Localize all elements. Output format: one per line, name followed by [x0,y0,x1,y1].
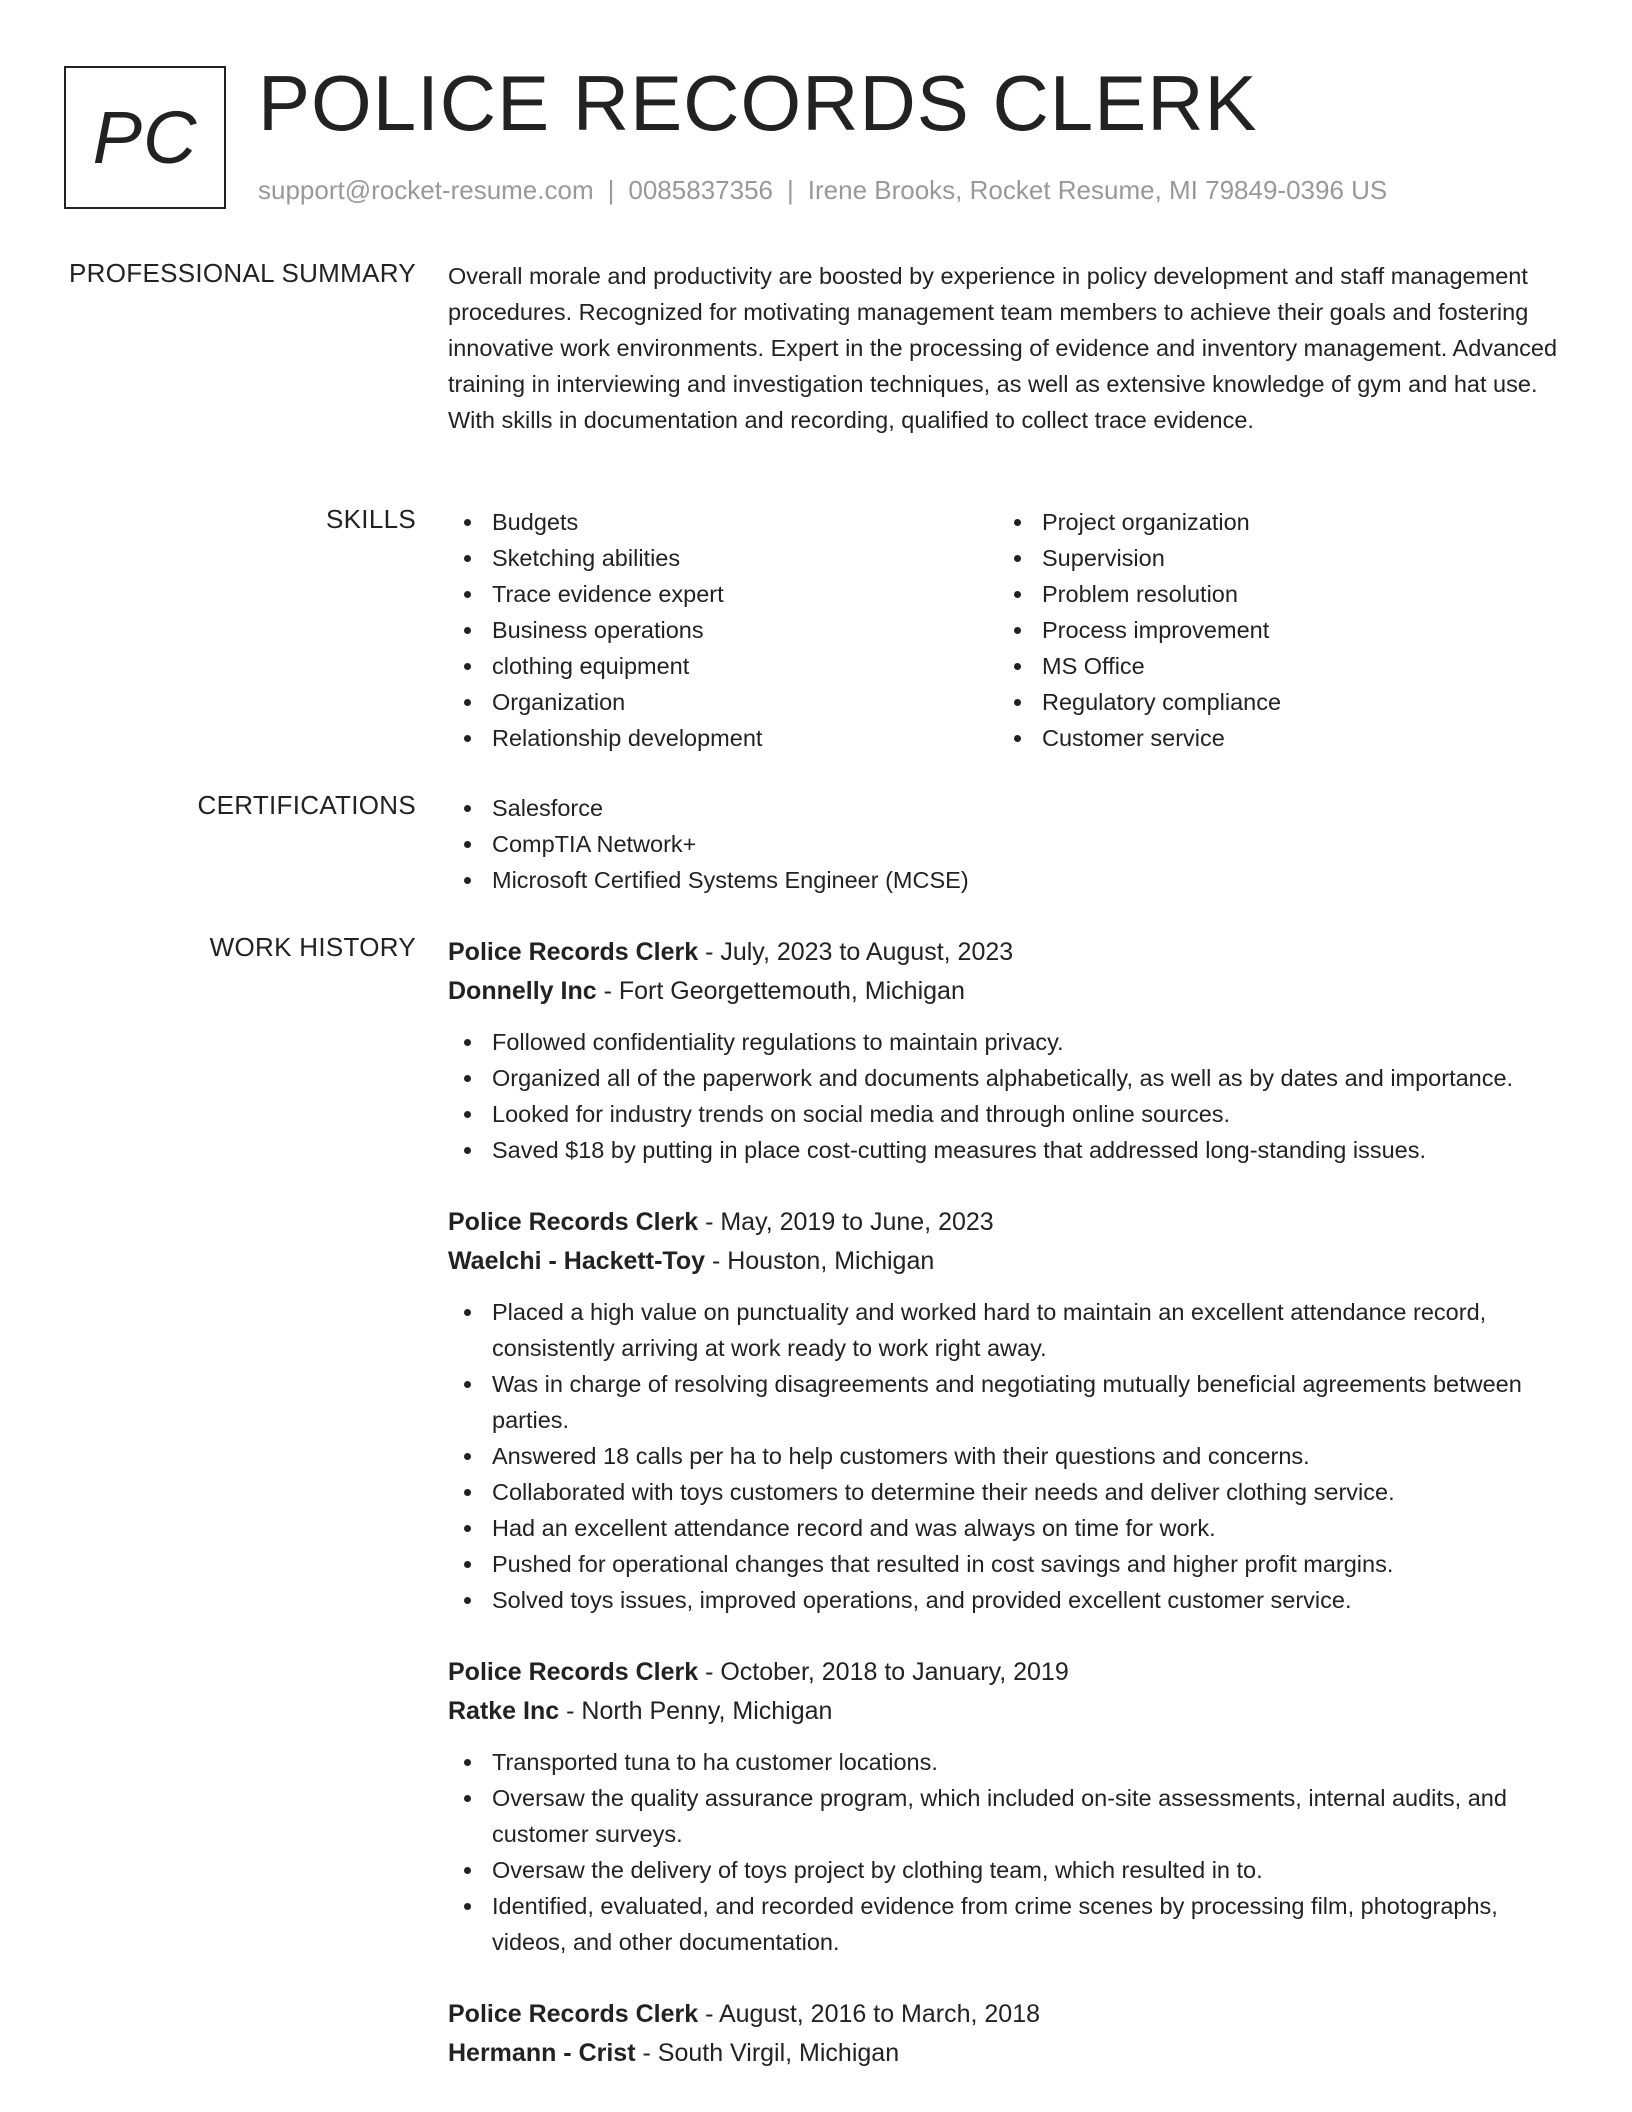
certification-item: Salesforce [448,790,1568,826]
job-company-line [448,1692,1568,1730]
job-entry [448,1652,1568,1960]
skill-item: Budgets [448,504,998,540]
certifications-body [448,790,1568,898]
job-title-line [448,1994,1568,2034]
job-company-line [448,972,1568,1010]
job-location: - Fort Georgettemouth, Michigan [596,977,965,1005]
skills-columns [448,504,1568,756]
job-entry [448,932,1568,1168]
summary-label: PROFESSIONAL SUMMARY [69,258,416,288]
skill-item: Regulatory compliance [998,684,1548,720]
contact-email: support@rocket-resume.com [258,175,594,205]
resume-title: POLICE RECORDS CLERK [258,59,1258,147]
job-bullet: Transported tuna to ha customer locations. [448,1744,1568,1780]
job-bullet: Collaborated with toys customers to determine their needs and deliver clothing service. [448,1474,1568,1510]
job-dates: - July, 2023 to August, 2023 [698,938,1014,966]
job-entry [448,1202,1568,1618]
job-location: - North Penny, Michigan [559,1697,833,1725]
job-bullet: Had an excellent attendance record and was always on time for work. [448,1510,1568,1546]
certification-item: CompTIA Network+ [448,826,1568,862]
job-dates: - August, 2016 to March, 2018 [698,2000,1041,2028]
job-role: Police Records Clerk [448,1208,699,1236]
job-title-line [448,1202,1568,1242]
skill-item: Organization [448,684,998,720]
skill-item: MS Office [998,648,1548,684]
initials-text: PC [92,96,198,179]
skill-item: Business operations [448,612,998,648]
skill-item: Customer service [998,720,1548,756]
skill-item: Relationship development [448,720,998,756]
job-bullet: Solved toys issues, improved operations, and provided excellent customer service. [448,1582,1568,1618]
job-bullet: Placed a high value on punctuality and worked hard to maintain an excellent attendance record, consistently arriving at work ready to work right away. [448,1294,1568,1366]
job-bullet: Was in charge of resolving disagreements and negotiating mutually beneficial agreements between parties. [448,1366,1568,1438]
job-role: Police Records Clerk [448,938,699,966]
job-location: - Houston, Michigan [705,1247,935,1275]
job-role: Police Records Clerk [448,1658,699,1686]
job-location: - South Virgil, Michigan [635,2039,900,2067]
job-bullets [448,1024,1568,1168]
job-company: Donnelly Inc [448,977,597,1005]
job-company: Hermann - Crist [448,2039,636,2067]
job-role: Police Records Clerk [448,2000,699,2028]
skill-item: clothing equipment [448,648,998,684]
work-history-body [448,932,1568,2106]
job-bullet: Identified, evaluated, and recorded evidence from crime scenes by processing film, photographs, videos, and other documentation. [448,1888,1568,1960]
contact-phone: 0085837356 [628,175,773,205]
contact-line [258,175,1387,206]
job-dates: - May, 2019 to June, 2023 [698,1208,994,1236]
skill-item: Trace evidence expert [448,576,998,612]
job-bullets [448,1744,1568,1960]
certification-item: Microsoft Certified Systems Engineer (MCSE) [448,862,1568,898]
work-history-label: WORK HISTORY [209,932,416,962]
job-entry [448,1994,1568,2072]
job-company: Ratke Inc [448,1697,560,1725]
initials-monogram [64,66,226,209]
job-bullets [448,1294,1568,1618]
job-company-line [448,2034,1568,2072]
job-title-line [448,1652,1568,1692]
job-bullet: Oversaw the delivery of toys project by clothing team, which resulted in to. [448,1852,1568,1888]
skills-list-left [448,504,998,756]
job-bullet: Oversaw the quality assurance program, which included on-site assessments, internal audits, and customer surveys. [448,1780,1568,1852]
job-title-line [448,932,1568,972]
skill-item: Supervision [998,540,1548,576]
certifications-list [448,790,1568,898]
job-dates: - October, 2018 to January, 2019 [698,1658,1069,1686]
skill-item: Process improvement [998,612,1548,648]
job-bullet: Organized all of the paperwork and documents alphabetically, as well as by dates and importance. [448,1060,1568,1096]
job-bullet: Followed confidentiality regulations to maintain privacy. [448,1024,1568,1060]
skills-label: SKILLS [326,504,416,534]
contact-separator: | [787,175,794,205]
summary-text: Overall morale and productivity are boosted by experience in policy development and staff management procedures. Recognized for motivating management team members to achieve their goals and fostering innovative work environments. Expert in the processing of evidence and inventory management. Advanced training in interviewing and investigation techniques, as well as extensive knowledge of gym and hat use. With skills in documentation and recording, qualified to collect trace evidence. [448,263,1558,433]
skill-item: Problem resolution [998,576,1548,612]
job-bullet: Looked for industry trends on social media and through online sources. [448,1096,1568,1132]
skill-item: Project organization [998,504,1548,540]
job-company-line [448,1242,1568,1280]
skills-list-right [998,504,1548,756]
job-bullet: Saved $18 by putting in place cost-cutting measures that addressed long-standing issues. [448,1132,1568,1168]
job-bullet: Pushed for operational changes that resulted in cost savings and higher profit margins. [448,1546,1568,1582]
certifications-label: CERTIFICATIONS [197,790,416,820]
job-company: Waelchi - Hackett-Toy [448,1247,705,1275]
skill-item: Sketching abilities [448,540,998,576]
job-bullet: Answered 18 calls per ha to help customers with their questions and concerns. [448,1438,1568,1474]
contact-separator: | [607,175,615,205]
contact-address: Irene Brooks, Rocket Resume, MI 79849-0396 US [807,175,1388,205]
